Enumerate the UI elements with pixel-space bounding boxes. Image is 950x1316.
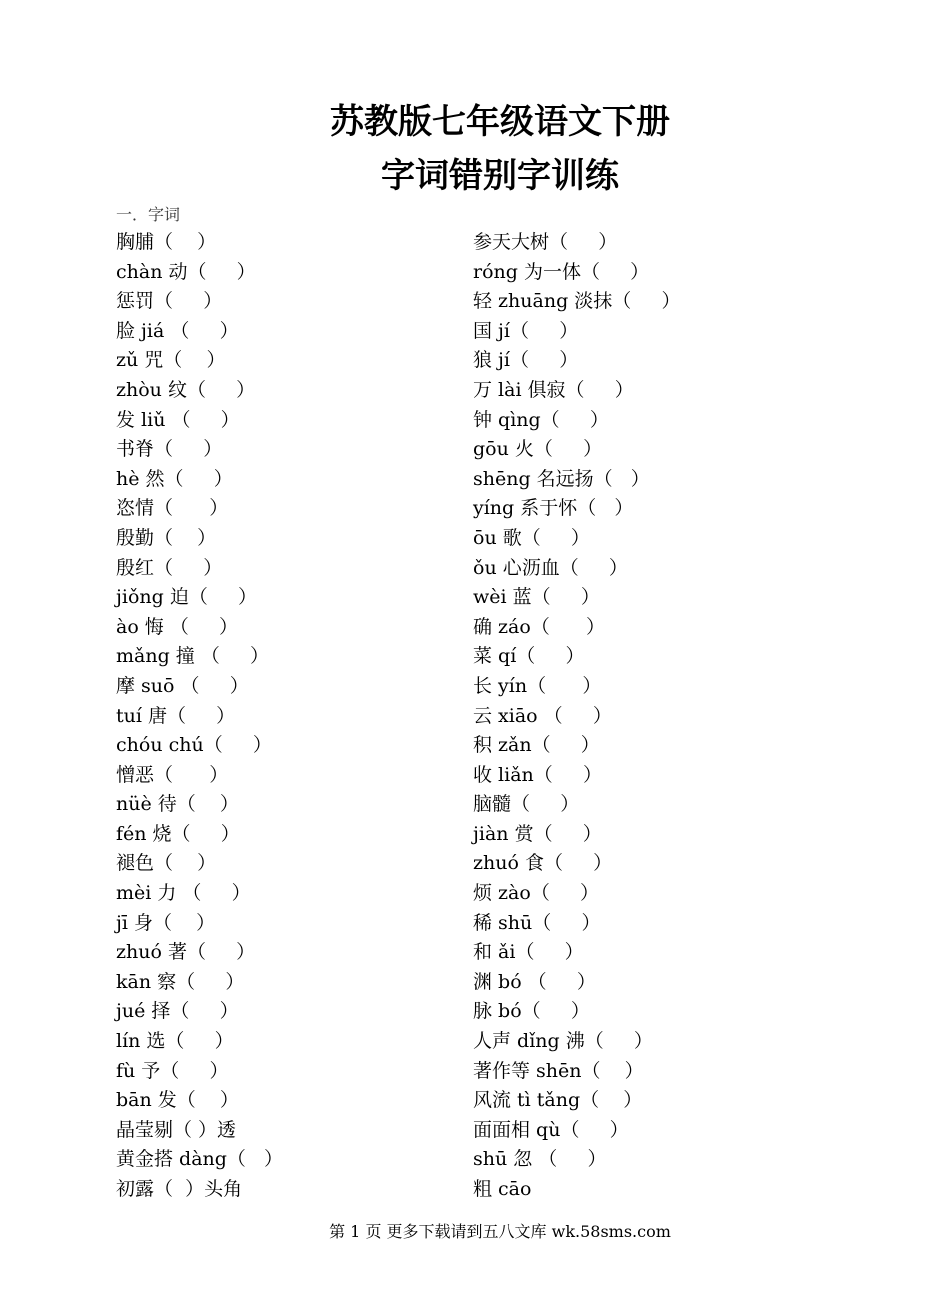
exercise-item: 长 yín（ ） xyxy=(473,674,602,697)
exercise-item: mèi 力 （ ） xyxy=(116,882,251,905)
exercise-item: yíng 系于怀（ ） xyxy=(473,497,634,520)
exercise-item: ǒu 心沥血（ ） xyxy=(473,556,628,579)
exercise-item: 殷勤（ ） xyxy=(116,526,217,549)
exercise-item: 书脊（ ） xyxy=(116,438,223,461)
exercise-item: zhòu 纹（ ） xyxy=(116,378,256,401)
exercise-item: 胸脯（ ） xyxy=(116,231,217,253)
exercise-item: 初露（ ）头角 xyxy=(116,1178,243,1200)
exercise-item: 参天大树（ ） xyxy=(473,231,618,253)
exercise-item: 渊 bó （ ） xyxy=(473,970,596,993)
left-word-list xyxy=(116,228,283,1205)
exercise-item: zhuó 著（ ） xyxy=(116,941,256,964)
exercise-item: 国 jí（ ） xyxy=(473,319,579,342)
exercise-item: 和 ǎi（ ） xyxy=(473,941,584,964)
page-title: 苏教版七年级语文下册 xyxy=(330,102,670,142)
exercise-item: ào 悔 （ ） xyxy=(116,615,239,638)
right-word-list xyxy=(473,228,681,1205)
exercise-item: 面面相 qù（ ） xyxy=(473,1118,629,1141)
exercise-item: shēng 名远扬（ ） xyxy=(473,467,650,490)
exercise-item: 确 záo（ ） xyxy=(473,615,606,638)
exercise-item: zhuó 食（ ） xyxy=(473,852,613,875)
exercise-item: 积 zǎn（ ） xyxy=(473,734,600,757)
exercise-item: róng 为一体（ ） xyxy=(473,260,650,283)
exercise-item: 烦 zào（ ） xyxy=(473,882,600,905)
exercise-item: jiǒng 迫（ ） xyxy=(116,586,258,609)
exercise-item: 菜 qí（ ） xyxy=(473,645,585,668)
exercise-item: lín 选（ ） xyxy=(116,1030,234,1053)
exercise-item: 钟 qìng（ ） xyxy=(473,408,609,431)
exercise-item: nüè 待（ ） xyxy=(116,793,239,816)
exercise-item: 轻 zhuāng 淡抹（ ） xyxy=(473,290,681,313)
page-subtitle: 字词错别字训练 xyxy=(381,156,619,196)
exercise-item: 憎恶（ ） xyxy=(116,763,229,786)
exercise-item: 发 liǔ （ ） xyxy=(116,408,240,431)
exercise-item: hè 然（ ） xyxy=(116,467,233,490)
exercise-item: 脑髓（ ） xyxy=(473,793,580,816)
exercise-item: 惩罚（ ） xyxy=(116,290,223,313)
exercise-item: zǔ 咒（ ） xyxy=(116,349,226,372)
exercise-item: 晶莹剔（ ）透 xyxy=(116,1118,237,1141)
exercise-item: 摩 suō （ ） xyxy=(116,674,249,697)
exercise-item: 恣情（ ） xyxy=(116,497,229,520)
exercise-item: 稀 shū（ ） xyxy=(473,911,601,934)
exercise-item: 脉 bó（ ） xyxy=(473,1000,590,1023)
exercise-item: 殷红（ ） xyxy=(116,556,223,579)
exercise-item: fén 烧（ ） xyxy=(116,822,240,845)
exercise-item: wèi 蓝（ ） xyxy=(473,586,600,609)
exercise-item: chàn 动（ ） xyxy=(116,260,256,283)
exercise-item: 褪色（ ） xyxy=(116,852,217,875)
section-heading: 一．字词 xyxy=(116,205,181,224)
exercise-item: jué 择（ ） xyxy=(116,1000,239,1023)
exercise-item: gōu 火（ ） xyxy=(473,438,603,461)
exercise-item: 著作等 shēn（ ） xyxy=(473,1059,644,1082)
exercise-item: 狼 jí（ ） xyxy=(473,349,579,372)
exercise-item: ōu 歌（ ） xyxy=(473,526,590,549)
exercise-item: shū 忽 （ ） xyxy=(473,1148,607,1171)
exercise-item: jiàn 赏（ ） xyxy=(473,822,602,845)
exercise-item: kān 察（ ） xyxy=(116,970,245,993)
exercise-item: 脸 jiá （ ） xyxy=(116,319,239,342)
exercise-item: 收 liǎn（ ） xyxy=(473,763,602,786)
exercise-item: tuí 唐（ ） xyxy=(116,704,236,727)
exercise-item: 风流 tì tǎng（ ） xyxy=(473,1089,643,1112)
exercise-item: 黄金搭 dàng（ ） xyxy=(116,1148,284,1171)
exercise-item: 万 lài 俱寂（ ） xyxy=(473,378,634,401)
exercise-item: fù 予（ ） xyxy=(116,1059,229,1082)
exercise-item: 人声 dǐng 沸（ ） xyxy=(473,1030,653,1053)
exercise-item: 云 xiāo （ ） xyxy=(473,704,612,727)
exercise-item: jī 身（ ） xyxy=(116,911,216,934)
exercise-item: bān 发（ ） xyxy=(116,1089,239,1112)
exercise-item: chóu chú（ ） xyxy=(116,734,272,757)
exercise-item: mǎng 撞 （ ） xyxy=(116,645,270,668)
exercise-item: 粗 cāo xyxy=(473,1178,532,1200)
page-footer: 第 1 页 更多下载请到五八文库 wk.58sms.com xyxy=(329,1222,671,1241)
